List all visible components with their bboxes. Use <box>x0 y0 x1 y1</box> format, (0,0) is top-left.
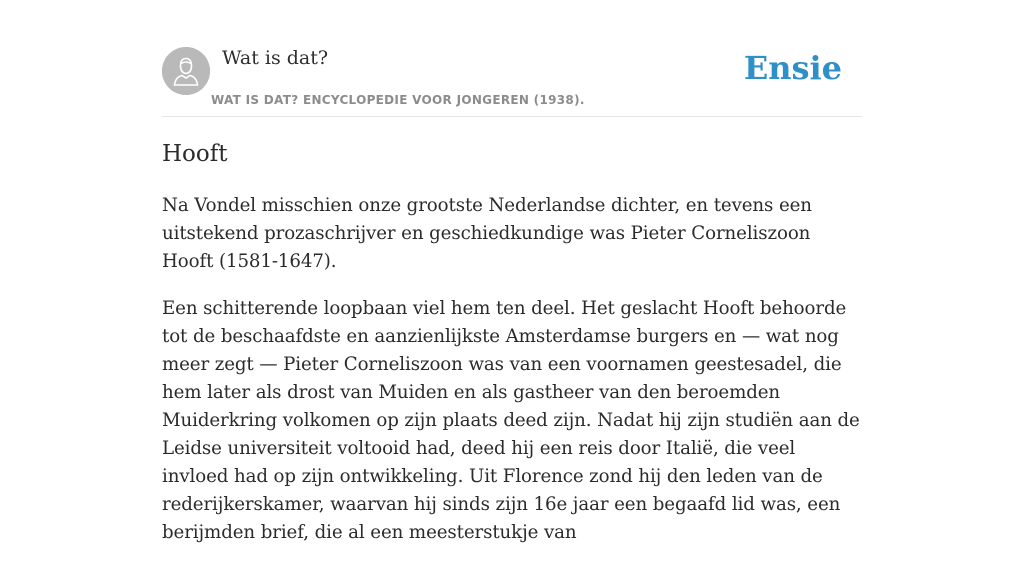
article-title: Hooft <box>162 141 228 167</box>
article-paragraph: Een schitterende loopbaan viel hem ten deel. Het geslacht Hooft behoorde tot de beschaafdste en aanzienlijkste Amsterdamse burgers en — wat nog meer zegt — Pieter Corneliszoon was van een voornamen geestesadel, die hem later als drost van Muiden en als gastheer van den beroemden Muiderkring volkomen op zijn plaats deed zijn. Nadat hij zijn studiën aan de Leidse universiteit voltooid had, deed hij een reis door Italië, die veel invloed had op zijn ontwikkeling. Uit Florence zond hij den leden van de rederijkerskamer, waarvan hij sinds zijn 16e jaar een begaafd lid was, een berijmden brief, die al een meesterstukje van <box>162 298 860 543</box>
brand-logo[interactable]: Ensie <box>743 49 842 87</box>
source-title[interactable]: Wat is dat? <box>222 47 329 69</box>
article-paragraph: Na Vondel misschien onze grootste Nederlandse dichter, en tevens een uitstekend prozaschrijver en geschiedkundige was Pieter Corneliszoon Hooft (1581-1647). <box>162 195 812 272</box>
source-subtitle: WAT IS DAT? ENCYCLOPEDIE VOOR JONGEREN (1938). <box>211 93 585 107</box>
article-body <box>162 192 862 566</box>
user-icon[interactable] <box>162 47 210 95</box>
source-header <box>162 46 862 117</box>
